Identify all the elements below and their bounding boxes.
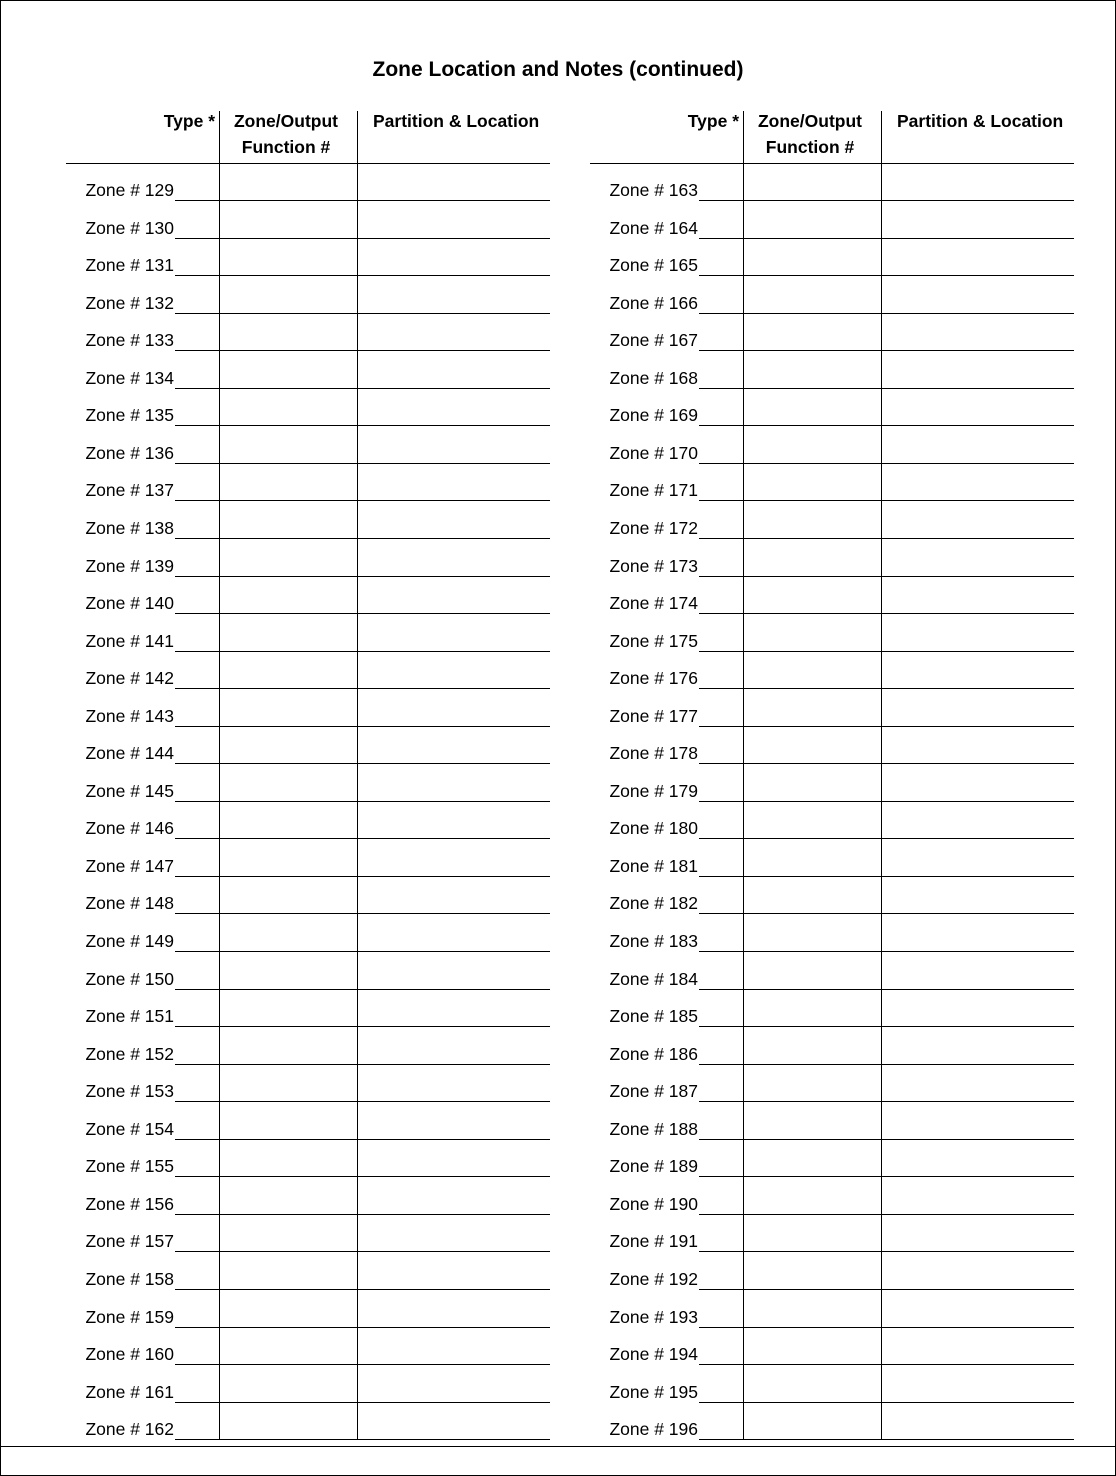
zone-entry-line[interactable]: [699, 1364, 1074, 1365]
zone-entry-line[interactable]: [175, 1289, 550, 1290]
zone-label: Zone # 140: [85, 593, 174, 613]
zone-entry-line[interactable]: [175, 1402, 550, 1403]
zone-label: Zone # 190: [609, 1194, 698, 1214]
zone-label: Zone # 167: [609, 330, 698, 350]
zone-entry-line[interactable]: [175, 913, 550, 914]
zone-label: Zone # 145: [85, 781, 174, 801]
zone-label: Zone # 134: [85, 368, 174, 388]
zone-label: Zone # 191: [609, 1231, 698, 1251]
zone-entry-line[interactable]: [699, 200, 1074, 201]
zone-label: Zone # 175: [609, 631, 698, 651]
zone-label: Zone # 151: [85, 1006, 174, 1026]
column-header-type: Type *: [687, 111, 739, 131]
zone-label: Zone # 189: [609, 1156, 698, 1176]
column-header-function: Zone/Output Function #: [233, 111, 338, 157]
zone-entry-line[interactable]: [175, 1251, 550, 1252]
zone-label: Zone # 163: [609, 180, 698, 200]
zone-entry-line[interactable]: [175, 425, 550, 426]
zone-entry-line[interactable]: [699, 313, 1074, 314]
zone-label: Zone # 165: [609, 255, 698, 275]
header-rule: [66, 163, 550, 164]
zone-label: Zone # 168: [609, 368, 698, 388]
zone-entry-line[interactable]: [175, 1026, 550, 1027]
zone-label: Zone # 131: [85, 255, 174, 275]
zone-label: Zone # 154: [85, 1119, 174, 1139]
zone-label: Zone # 176: [609, 668, 698, 688]
zone-label: Zone # 159: [85, 1307, 174, 1327]
zone-entry-line[interactable]: [175, 275, 550, 276]
zone-entry-line[interactable]: [175, 1327, 550, 1328]
zone-label: Zone # 158: [85, 1269, 174, 1289]
zone-label: Zone # 187: [609, 1081, 698, 1101]
zone-entry-line[interactable]: [175, 1364, 550, 1365]
zone-label: Zone # 160: [85, 1344, 174, 1364]
zone-entry-line[interactable]: [175, 688, 550, 689]
zone-entry-line[interactable]: [175, 350, 550, 351]
zone-entry-line[interactable]: [175, 200, 550, 201]
zone-label: Zone # 188: [609, 1119, 698, 1139]
column-header-type: Type *: [163, 111, 215, 131]
zone-entry-line[interactable]: [175, 989, 550, 990]
zone-entry-line[interactable]: [699, 350, 1074, 351]
zone-entry-line[interactable]: [699, 1139, 1074, 1140]
zone-label: Zone # 149: [85, 931, 174, 951]
zone-label: Zone # 181: [609, 856, 698, 876]
zone-label: Zone # 142: [85, 668, 174, 688]
header-rule: [590, 163, 1074, 164]
zone-entry-line[interactable]: [699, 463, 1074, 464]
zone-entry-line[interactable]: [175, 1176, 550, 1177]
zone-entry-line[interactable]: [699, 989, 1074, 990]
zone-label: Zone # 186: [609, 1044, 698, 1064]
zone-label: Zone # 172: [609, 518, 698, 538]
zone-entry-line[interactable]: [175, 876, 550, 877]
zone-label: Zone # 169: [609, 405, 698, 425]
zone-label: Zone # 196: [609, 1419, 698, 1439]
zone-entry-line[interactable]: [175, 1101, 550, 1102]
zone-entry-line[interactable]: [699, 388, 1074, 389]
zone-entry-line[interactable]: [175, 238, 550, 239]
zone-label: Zone # 173: [609, 556, 698, 576]
zone-entry-line[interactable]: [699, 1214, 1074, 1215]
zone-label: Zone # 132: [85, 293, 174, 313]
zone-entry-line[interactable]: [699, 238, 1074, 239]
zone-label: Zone # 130: [85, 218, 174, 238]
zone-entry-line[interactable]: [175, 838, 550, 839]
zone-label: Zone # 157: [85, 1231, 174, 1251]
zone-label: Zone # 147: [85, 856, 174, 876]
zone-label: Zone # 137: [85, 480, 174, 500]
zone-entry-line[interactable]: [175, 1214, 550, 1215]
zone-entry-line[interactable]: [175, 1139, 550, 1140]
zone-entry-line[interactable]: [175, 1064, 550, 1065]
zone-label: Zone # 156: [85, 1194, 174, 1214]
zone-entry-line[interactable]: [699, 538, 1074, 539]
zone-entry-line[interactable]: [699, 1101, 1074, 1102]
zone-label: Zone # 177: [609, 706, 698, 726]
zone-entry-line[interactable]: [699, 1251, 1074, 1252]
zone-entry-line[interactable]: [699, 1064, 1074, 1065]
zone-entry-line[interactable]: [699, 913, 1074, 914]
zone-entry-line[interactable]: [699, 726, 1074, 727]
zone-label: Zone # 133: [85, 330, 174, 350]
zone-label: Zone # 141: [85, 631, 174, 651]
zone-label: Zone # 180: [609, 818, 698, 838]
column-header-partition: Partition & Location: [373, 111, 540, 131]
zone-label: Zone # 136: [85, 443, 174, 463]
zone-label: Zone # 182: [609, 893, 698, 913]
zone-label: Zone # 138: [85, 518, 174, 538]
zone-label: Zone # 152: [85, 1044, 174, 1064]
zone-entry-line[interactable]: [175, 613, 550, 614]
zone-label: Zone # 139: [85, 556, 174, 576]
zone-entry-line[interactable]: [175, 651, 550, 652]
zone-label: Zone # 179: [609, 781, 698, 801]
zone-entry-line[interactable]: [175, 576, 550, 577]
zone-label: Zone # 193: [609, 1307, 698, 1327]
zone-label: Zone # 146: [85, 818, 174, 838]
zone-label: Zone # 171: [609, 480, 698, 500]
zone-entry-line[interactable]: [699, 876, 1074, 877]
column-divider: [881, 111, 882, 1440]
zone-entry-line[interactable]: [699, 951, 1074, 952]
zone-entry-line[interactable]: [699, 651, 1074, 652]
zone-label: Zone # 129: [85, 180, 174, 200]
zone-entry-line[interactable]: [699, 801, 1074, 802]
zone-entry-line[interactable]: [699, 576, 1074, 577]
zone-label: Zone # 185: [609, 1006, 698, 1026]
zone-entry-line[interactable]: [175, 726, 550, 727]
zone-entry-line[interactable]: [699, 1026, 1074, 1027]
footer-rule: [1, 1446, 1115, 1447]
column-header-partition: Partition & Location: [897, 111, 1064, 131]
zone-entry-line[interactable]: [175, 463, 550, 464]
zone-entry-line[interactable]: [699, 1327, 1074, 1328]
zone-label: Zone # 162: [85, 1419, 174, 1439]
zone-label: Zone # 183: [609, 931, 698, 951]
zone-label: Zone # 144: [85, 743, 174, 763]
zone-entry-line[interactable]: [699, 425, 1074, 426]
zone-label: Zone # 164: [609, 218, 698, 238]
zone-entry-line[interactable]: [175, 388, 550, 389]
zone-label: Zone # 153: [85, 1081, 174, 1101]
zone-entry-line[interactable]: [175, 1439, 550, 1440]
zone-entry-line[interactable]: [699, 838, 1074, 839]
zone-label: Zone # 174: [609, 593, 698, 613]
zone-entry-line[interactable]: [699, 613, 1074, 614]
zone-label: Zone # 184: [609, 969, 698, 989]
page-title: Zone Location and Notes (continued): [372, 58, 744, 81]
zone-entry-line[interactable]: [699, 688, 1074, 689]
zone-label: Zone # 170: [609, 443, 698, 463]
zone-label: Zone # 195: [609, 1382, 698, 1402]
column-divider: [219, 111, 220, 1440]
zone-entry-line[interactable]: [699, 1439, 1074, 1440]
zone-entry-line[interactable]: [175, 763, 550, 764]
zone-label: Zone # 155: [85, 1156, 174, 1176]
column-divider: [743, 111, 744, 1440]
zone-label: Zone # 161: [85, 1382, 174, 1402]
column-divider: [357, 111, 358, 1440]
zone-entry-line[interactable]: [175, 951, 550, 952]
zone-entry-line[interactable]: [699, 500, 1074, 501]
zone-entry-line[interactable]: [699, 1289, 1074, 1290]
zone-label: Zone # 135: [85, 405, 174, 425]
zone-entry-line[interactable]: [175, 313, 550, 314]
zone-entry-line[interactable]: [699, 763, 1074, 764]
zone-entry-line[interactable]: [699, 275, 1074, 276]
zone-entry-line[interactable]: [175, 538, 550, 539]
zone-entry-line[interactable]: [699, 1176, 1074, 1177]
zone-label: Zone # 150: [85, 969, 174, 989]
zone-label: Zone # 143: [85, 706, 174, 726]
zone-entry-line[interactable]: [699, 1402, 1074, 1403]
zone-label: Zone # 194: [609, 1344, 698, 1364]
zone-label: Zone # 178: [609, 743, 698, 763]
column-header-function: Zone/Output Function #: [757, 111, 862, 157]
zone-label: Zone # 148: [85, 893, 174, 913]
zone-entry-line[interactable]: [175, 500, 550, 501]
zone-label: Zone # 166: [609, 293, 698, 313]
zone-label: Zone # 192: [609, 1269, 698, 1289]
zone-entry-line[interactable]: [175, 801, 550, 802]
